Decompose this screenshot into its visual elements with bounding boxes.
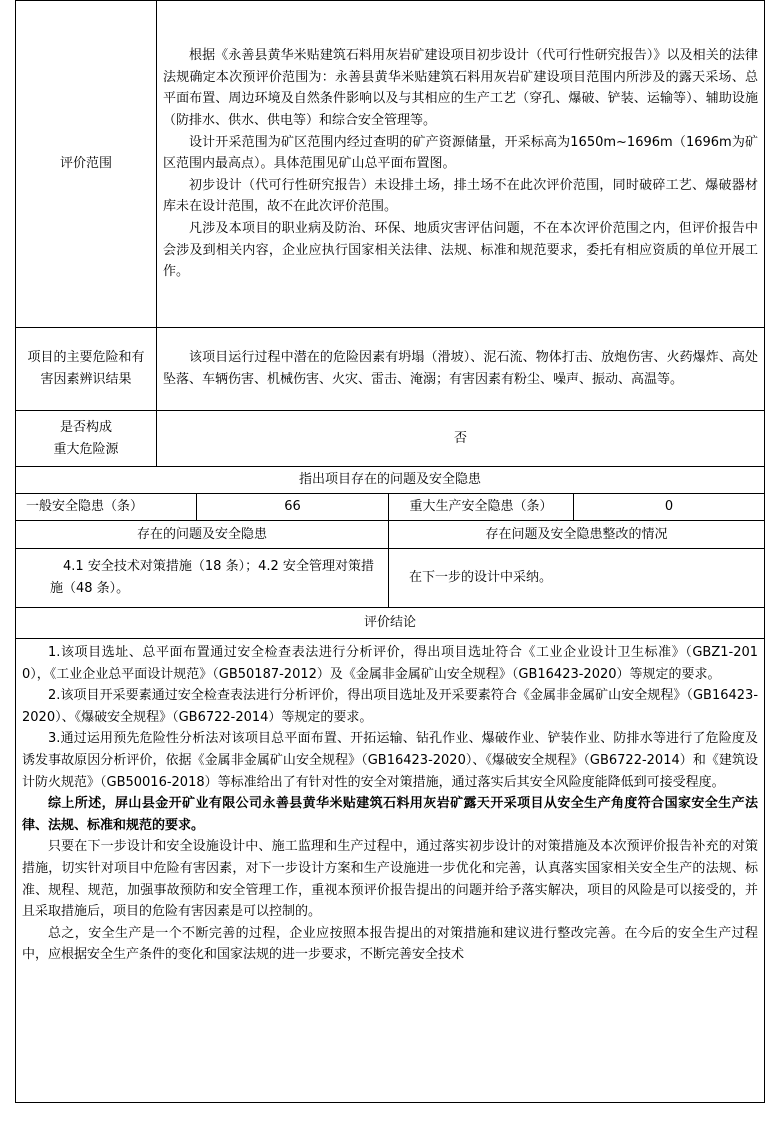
- conclusion-paragraph: 3.通过运用预先危险性分析法对该项目总平面布置、开拓运输、钻孔作业、爆破作业、铲装作业、防排水等进行了危险度及诱发事故原因分析评价，依据《金属非金属矿山安全规程》（GB16423-2020）、《爆破安全规程》（GB6722-2014）和《建筑设计防火规范》（GB50016-2018）等标准给出了有针对性的安全对策措施，通过落实后其安全风险度能降低到可接受程度。: [22, 731, 759, 790]
- rectification-column-header: 存在问题及安全隐患整改的情况: [389, 521, 765, 549]
- conclusion-paragraph: 1.该项目选址、总平面布置通过安全检查表法进行分析评价，得出项目选址符合《工业企业设计卫生标准》（GBZ1-2010），《工业企业总平面设计规范》（GB50187-2012）及《金属非金属矿山安全规程》（GB16423-2020）等规定的要求。: [22, 645, 759, 682]
- problems-column-header: 存在的问题及安全隐患: [16, 521, 389, 549]
- conclusion-row: [16, 639, 765, 1103]
- major-hazard-label-line2: 重大危险源: [53, 441, 119, 457]
- conclusion-content: [16, 639, 765, 1103]
- hazards-row: [16, 328, 765, 411]
- major-hazard-count-label: 重大生产安全隐患（条）: [389, 494, 574, 521]
- conclusion-header: 评价结论: [16, 608, 765, 639]
- scope-paragraph: 凡涉及本项目的职业病及防治、环保、地质灾害评估问题，不在本次评价范围之内，但评价报告中会涉及到相关内容，企业应执行国家相关法律、法规、标准和规范要求，委托有相应资质的单位开展工作。: [163, 220, 759, 280]
- scope-row: [16, 1, 765, 328]
- issues-count-row: [16, 494, 765, 521]
- hazards-content: [157, 328, 765, 411]
- scope-paragraph: 设计开采范围为矿区范围内经过查明的矿产资源储量，开采标高为1650m~1696m（1696m为矿区范围内最高点）。具体范围见矿山总平面布置图。: [163, 134, 759, 172]
- general-hazard-count: 66: [197, 494, 389, 521]
- rectification-text: 在下一步的设计中采纳。: [389, 549, 765, 608]
- issues-columns-row: [16, 521, 765, 549]
- scope-paragraph: 根据《永善县黄华米贴建筑石料用灰岩矿建设项目初步设计（代可行性研究报告）》以及相关的法律法规确定本次预评价范围为：永善县黄华米贴建筑石料用灰岩矿建设项目范围内所涉及的露天采场、总平面布置、周边环境及自然条件影响以及与其相应的生产工艺（穿孔、爆破、铲装、运输等）、辅助设施（防排水、供水、供电等）和综合安全管理等。: [163, 48, 759, 129]
- issues-header-row: [16, 467, 765, 494]
- conclusion-paragraph: 2.该项目开采要素通过安全检查表法进行分析评价，得出项目选址及开采要素符合《金属非金属矿山安全规程》（GB16423-2020）、《爆破安全规程》（GB6722-2014）等规定的要求。: [22, 688, 759, 725]
- general-hazard-label: 一般安全隐患（条）: [16, 494, 197, 521]
- issues-detail-row: [16, 549, 765, 608]
- major-hazard-row: [16, 411, 765, 467]
- scope-paragraph: 初步设计（代可行性研究报告）未设排土场，排土场不在此次评价范围，同时破碎工艺、爆破器材库未在设计范围，故不在此次评价范围。: [163, 177, 759, 215]
- hazards-label: 项目的主要危险和有害因素辨识结果: [16, 328, 157, 411]
- scope-content: [157, 1, 765, 328]
- conclusion-paragraph: 只要在下一步设计和安全设施设计中、施工监理和生产过程中，通过落实初步设计的对策措施及本次预评价报告补充的对策措施，切实针对项目中危险有害因素，对下一步设计方案和生产设施进一步优化和完善，认真落实国家相关安全生产的法规、标准、规程、规范，加强事故预防和安全管理工作，重视本预评价报告提出的问题并给予落实解决，项目的风险是可以接受的，并且采取措施后，项目的危险有害因素是可以控制的。: [22, 839, 759, 920]
- major-hazard-value: 否: [157, 411, 765, 467]
- problems-text: 4.1 安全技术对策措施（18 条）；4.2 安全管理对策措施（48 条）。: [50, 559, 374, 596]
- evaluation-table: [15, 0, 765, 1103]
- conclusion-paragraph: 总之，安全生产是一个不断完善的过程，企业应按照本报告提出的对策措施和建议进行整改完善。在今后的安全生产过程中，应根据安全生产条件的变化和国家法规的进一步要求，不断完善安全技术: [22, 925, 759, 963]
- scope-label: 评价范围: [16, 1, 157, 328]
- conclusion-summary: 综上所述，屏山县金开矿业有限公司永善县黄华米贴建筑石料用灰岩矿露天开采项目从安全生产角度符合国家安全生产法律、法规、标准和规范的要求。: [22, 796, 759, 833]
- major-hazard-count: 0: [574, 494, 765, 521]
- major-hazard-label-line1: 是否构成: [59, 419, 112, 435]
- problems-cell: [16, 549, 389, 608]
- hazards-text: 该项目运行过程中潜在的危险因素有坍塌（滑坡）、泥石流、物体打击、放炮伤害、火药爆炸、高处坠落、车辆伤害、机械伤害、火灾、雷击、淹溺；有害因素有粉尘、噪声、振动、高温等。: [163, 350, 759, 387]
- issues-header: 指出项目存在的问题及安全隐患: [16, 467, 765, 494]
- major-hazard-label: [16, 411, 157, 467]
- conclusion-header-row: [16, 608, 765, 639]
